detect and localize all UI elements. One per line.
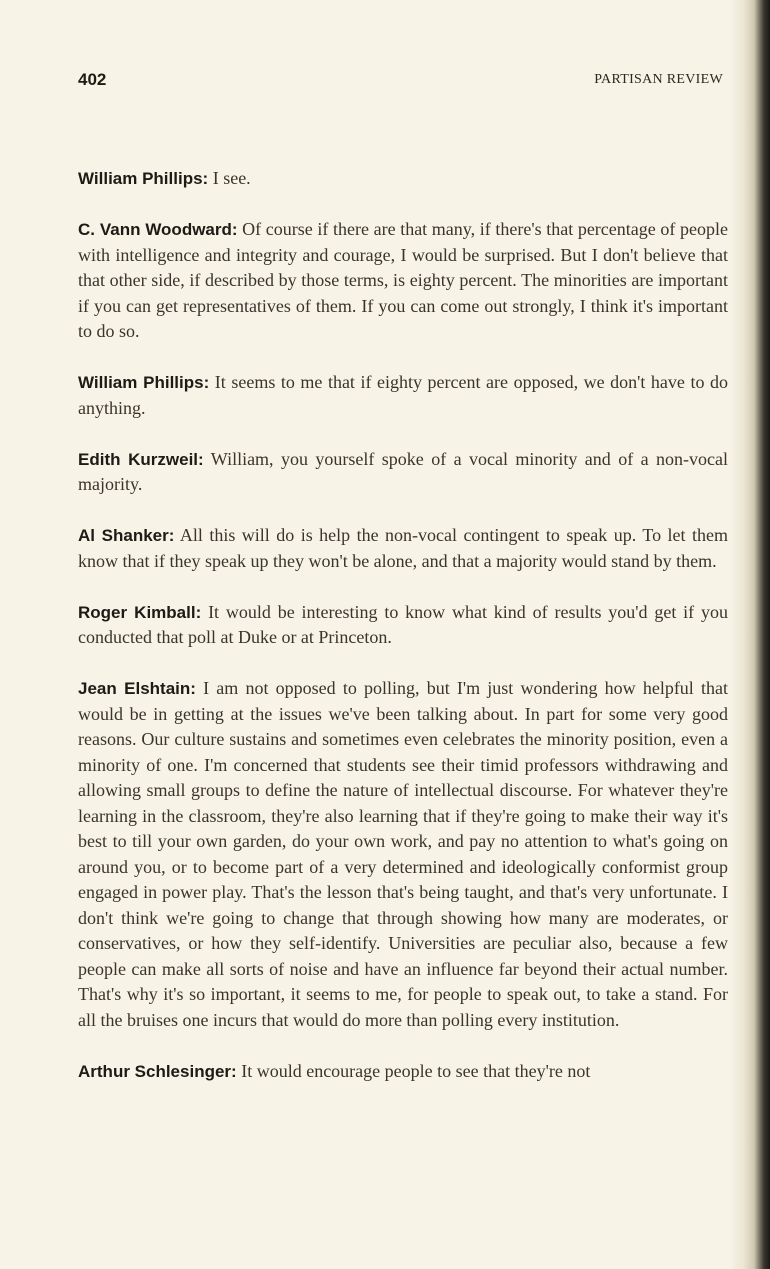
paragraph [78,370,728,421]
speech-text: I am not opposed to polling, but I'm just wondering how helpful that would be in getting at the issues we've been talking about. In part for some very good reasons. Our culture sustains and sometimes even celebrates the minority position, even a minority of one. I'm concerned that students see their timid professors withdrawing and allowing small groups to define the nature of intellectual discourse. For whatever they're learning in the classroom, they're also learning that if they're going to make their way it's best to till your own garden, do your own work, and pay no attention to what's going on around you, or to become part of a very determined and ideologically conformist group engaged in power play. That's the lesson that's being taught, and that's very unfortunate. I don't think we're going to change that through showing how many are moderates, or conservatives, or how they self-identify. Universities are peculiar also, because a few people can make all sorts of noise and have an influence far beyond their actual number. That's why it's so important, it seems to me, for people to speak out, to take a stand. For all the bruises one incurs that would do more than polling every institution. [78,678,728,1030]
speaker-name: Arthur Schlesinger: [78,1061,237,1081]
speaker-name: William Phillips: [78,169,209,188]
speaker-name: William Phillips: [78,373,210,392]
transcript-body [78,166,728,1110]
paragraph [78,523,728,574]
paragraph [78,676,728,1033]
paragraph [78,600,728,651]
page-number: 402 [78,70,107,89]
speech-text: Of course if there are that many, if there's that percentage of people with intelligence and integrity and courage, I would be surprised. But I don't believe that that other side, if described by those terms, is eighty percent. The minorities are important if you can get representatives of them. If you can come out strongly, I think it's important to do so. [78,219,728,341]
page-gutter-shadow [730,0,770,1269]
page-header [78,70,723,94]
speech-text: All this will do is help the non-vocal contingent to speak up. To let them know that if they speak up they won't be alone, and that a majority would stand by them. [78,525,728,571]
speech-text: It would encourage people to see that they're not [241,1060,591,1081]
speaker-name: Edith Kurzweil: [78,449,204,469]
paragraph [78,166,728,192]
speech-text: It seems to me that if eighty percent are opposed, we don't have to do anything. [78,372,728,418]
speech-text: I see. [212,168,251,188]
paragraph [78,1059,728,1085]
speaker-name: Jean Elshtain: [78,679,196,698]
speaker-name: C. Vann Woodward: [78,220,238,239]
speech-text: William, you yourself spoke of a vocal minority and of a non-vocal majority. [78,448,728,494]
speaker-name: Al Shanker: [78,526,175,545]
paragraph [78,447,728,498]
running-head: PARTISAN REVIEW [594,72,723,87]
speech-text: It would be interesting to know what kind of results you'd get if you conducted that poll at Duke or at Princeton. [78,601,728,647]
speaker-name: Roger Kimball: [78,602,202,622]
paragraph [78,217,728,345]
